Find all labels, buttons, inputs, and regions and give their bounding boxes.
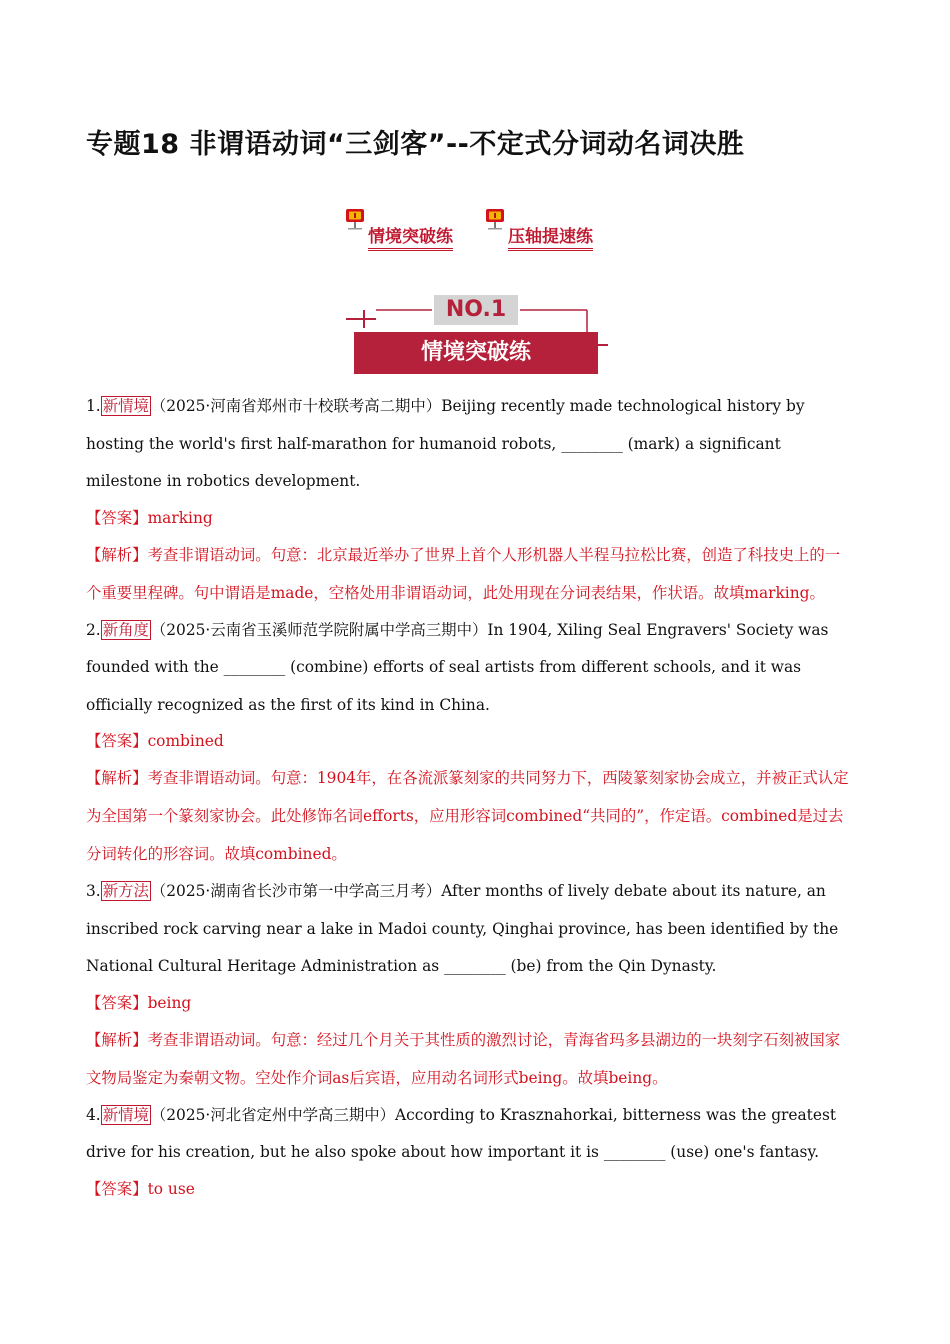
question-text xyxy=(86,1097,850,1172)
question-body: In 1904, Xiling Seal Engravers' Society was founded with the ________ (combine) efforts of seal artists from different schools, and it was officially recognized as the first of its kind in China. xyxy=(86,620,829,714)
answer-line: 【答案】to use xyxy=(86,1179,195,1198)
question-source: （2025·河北省定州中学高三期中） xyxy=(150,1105,396,1124)
pushpin-icon xyxy=(344,208,368,230)
question-text xyxy=(86,873,850,986)
answer-line: 【答案】marking xyxy=(86,508,213,527)
question-item xyxy=(86,388,850,612)
pushpin-icon xyxy=(484,208,508,230)
nav-item-scenario[interactable] xyxy=(342,204,492,252)
question-number: 4. xyxy=(86,1105,101,1124)
question-tag: 新情境 xyxy=(102,397,149,415)
nav-label-speedup: 压轴提速练 xyxy=(508,222,593,251)
analysis-text: 【解析】考查非谓语动词。句意：北京最近举办了世界上首个人形机器人半程马拉松比赛，创造了科技史上的一个重要里程碑。句中谓语是made，空格处用非谓语动词，此处用现在分词表结果，作状语。故填marking。 xyxy=(86,545,841,602)
question-tag: 新角度 xyxy=(102,620,149,639)
nav-label-scenario: 情境突破练 xyxy=(368,222,453,251)
question-item xyxy=(86,873,850,1097)
question-body: Beijing recently made technological history by hosting the world's first half-marathon for humanoid robots, ________ (mark) a significant milestone in robotics development. xyxy=(86,397,805,490)
section-banner-label: 情境突破练 xyxy=(354,332,598,374)
section-banner xyxy=(344,292,608,378)
question-item xyxy=(86,612,850,874)
question-text xyxy=(86,612,850,725)
question-body: According to Krasznahorkai, bitterness was the greatest drive for his creation, but he also spoke about how important it is ________ (use) one's fantasy. xyxy=(86,1105,837,1161)
answer-line: 【答案】combined xyxy=(86,732,224,750)
question-number: 3. xyxy=(86,882,101,900)
question-tag: 新情境 xyxy=(102,1105,149,1124)
question-source: （2025·云南省玉溪师范学院附属中学高三期中） xyxy=(150,620,488,639)
question-list xyxy=(86,388,850,1207)
question-number: 1. xyxy=(86,397,101,415)
question-text xyxy=(86,388,850,501)
nav-item-speedup[interactable] xyxy=(482,204,612,252)
question-source: （2025·湖南省长沙市第一中学高三月考） xyxy=(150,882,442,900)
question-source: （2025·河南省郑州市十校联考高二期中） xyxy=(150,397,442,415)
page-title: 专题18 非谓语动词“三剑客”--不定式分词动名词决胜 xyxy=(86,129,745,160)
analysis-text: 【解析】考查非谓语动词。句意：经过几个月关于其性质的激烈讨论，青海省玛多县湖边的一块刻字石刻被国家文物局鉴定为秦朝文物。空处作介词as后宾语，应用动名词形式being。故填being。 xyxy=(86,1030,841,1087)
analysis-text: 【解析】考查非谓语动词。句意：1904年，在各流派篆刻家的共同努力下，西陵篆刻家协会成立，并被正式认定为全国第一个篆刻家协会。此处修饰名词efforts，应用形容词combined“共同的”，作定语。combined是过去分词转化的形容词。故填combined。 xyxy=(86,769,849,863)
question-body: After months of lively debate about its nature, an inscribed rock carving near a lake in Madoi county, Qinghai province, has been identified by the National Cultural Heritage Administration as ________ (be) from the Qin Dynasty. xyxy=(86,882,839,975)
question-tag: 新方法 xyxy=(102,882,149,900)
section-number-badge: NO.1 xyxy=(434,295,518,325)
answer-line: 【答案】being xyxy=(86,993,192,1012)
question-item xyxy=(86,1097,850,1207)
section-nav xyxy=(342,204,612,254)
question-number: 2. xyxy=(86,620,101,639)
